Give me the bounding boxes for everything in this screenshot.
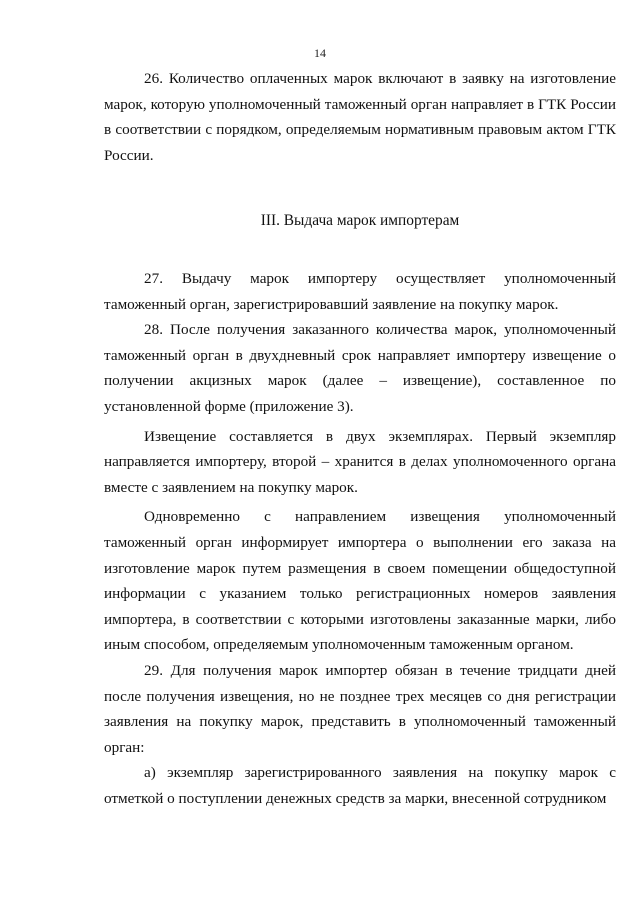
body-text-block: [104, 266, 616, 811]
paragraph-28: 28. После получения заказанного количества марок, уполномоченный таможенный орган в двухдневный срок направляет импортеру извещение о получении акцизных марок (далее – извещение), составленное по установленной форме (приложение 3).: [104, 321, 616, 415]
paragraph-29: 29. Для получения марок импортер обязан в течение тридцати дней после получения извещения, но не позднее трех месяцев со дня регистрации заявления на покупку марок, представить в уполномоченный таможенный орган:: [104, 661, 616, 756]
paragraph-notice: Извещение составляется в двух экземплярах. Первый экземпляр направляется импортеру, второй – хранится в делах уполномоченного органа вместе с заявлением на покупку марок.: [104, 427, 616, 496]
paragraph-simultaneously: Одновременно с направлением извещения уполномоченный таможенный орган информирует импортера о выполнении его заказа на изготовление марок путем размещения в своем помещении общедоступной информации с указанием только регистрационных номеров заявления импортера, в соответствии с которыми изготовлены заказанные марки, либо иным способом, определяемым уполномоченным таможенным органом.: [104, 508, 616, 654]
section-heading: III. Выдача марок импортерам: [260, 212, 460, 229]
paragraph-26: 26. Количество оплаченных марок включают в заявку на изготовление марок, которую уполномоченный таможенный орган направляет в ГТК России в соответствии с порядком, определяемым нормативным правовым актом ГТК России.: [104, 70, 616, 164]
paragraph-27: 27. Выдачу марок импортеру осуществляет уполномоченный таможенный орган, зарегистрировавший заявление на покупку марок.: [104, 270, 616, 313]
body-text-block: [104, 66, 616, 168]
page-number: 14: [314, 46, 326, 60]
paragraph-29a: а) экземпляр зарегистрированного заявления на покупку марок с отметкой о поступлении денежных средств за марки, внесенной сотрудником: [104, 764, 616, 807]
